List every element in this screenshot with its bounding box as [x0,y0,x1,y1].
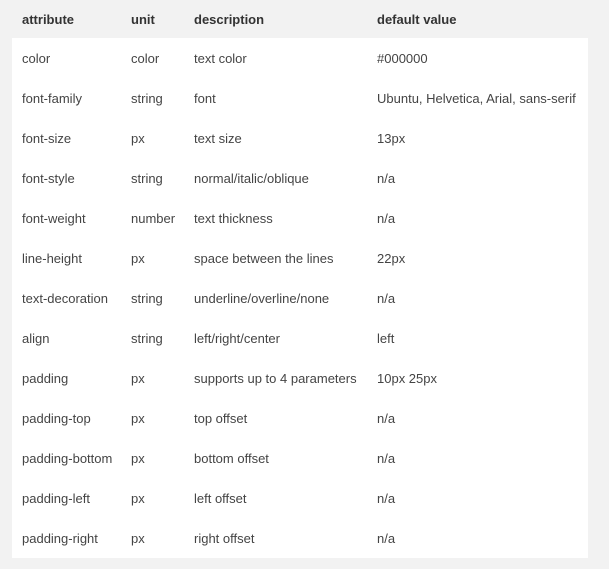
cell-attribute: align [22,330,50,346]
cell-default-value: left [377,330,395,346]
table-row [12,478,588,518]
table-row [12,78,588,118]
table-row [12,318,588,358]
cell-unit: color [131,50,160,66]
cell-unit: px [131,370,145,386]
header-attribute: attribute [12,0,121,38]
cell-unit: px [131,130,145,146]
cell-description: text color [194,50,247,66]
cell-attribute: line-height [22,250,82,266]
cell-default-value: Ubuntu, Helvetica, Arial, sans-serif [377,90,576,106]
cell-unit: px [131,250,145,266]
table-row [12,518,588,558]
header-default-value: default value [367,0,588,38]
cell-description: underline/overline/none [194,290,330,306]
cell-attribute: font-weight [22,210,86,226]
cell-unit: number [131,210,176,226]
cell-attribute: padding-right [22,530,98,546]
cell-unit: string [131,170,163,186]
cell-default-value: n/a [377,170,396,186]
cell-description: normal/italic/oblique [194,170,309,186]
cell-default-value: 13px [377,130,406,146]
cell-attribute: padding [22,370,69,386]
cell-attribute: text-decoration [22,290,108,306]
cell-description: font [194,90,216,106]
table-row [12,38,588,78]
cell-description: text thickness [194,210,273,226]
cell-attribute: padding-left [22,490,90,506]
attributes-table [12,0,588,558]
cell-default-value: 22px [377,250,406,266]
header-description: description [184,0,367,38]
table-row [12,278,588,318]
cell-default-value: n/a [377,490,396,506]
cell-description: space between the lines [194,250,334,266]
cell-default-value: n/a [377,450,396,466]
cell-unit: string [131,90,163,106]
cell-default-value: n/a [377,530,396,546]
table-body [12,38,588,558]
cell-default-value: #000000 [377,50,428,66]
table-header [12,0,588,38]
cell-attribute: padding-top [22,410,91,426]
cell-description: bottom offset [194,450,269,466]
header-row [12,0,588,38]
cell-unit: px [131,490,145,506]
cell-unit: px [131,450,145,466]
cell-default-value: n/a [377,210,396,226]
table-row [12,198,588,238]
cell-description: supports up to 4 parameters [194,370,357,386]
cell-attribute: padding-bottom [22,450,113,466]
cell-unit: string [131,330,163,346]
cell-description: right offset [194,530,255,546]
cell-description: left offset [194,490,247,506]
table-row [12,158,588,198]
table-row [12,238,588,278]
cell-description: left/right/center [194,330,280,346]
table-row [12,358,588,398]
header-unit: unit [121,0,184,38]
table-row [12,398,588,438]
cell-attribute: font-family [22,90,82,106]
cell-default-value: n/a [377,410,396,426]
cell-description: text size [194,130,242,146]
cell-unit: string [131,290,163,306]
cell-unit: px [131,410,145,426]
cell-attribute: font-style [22,170,75,186]
cell-default-value: 10px 25px [377,370,437,386]
cell-unit: px [131,530,145,546]
cell-description: top offset [194,410,248,426]
cell-attribute: color [22,50,51,66]
cell-attribute: font-size [22,130,72,146]
table-row [12,438,588,478]
cell-default-value: n/a [377,290,396,306]
table-row [12,118,588,158]
